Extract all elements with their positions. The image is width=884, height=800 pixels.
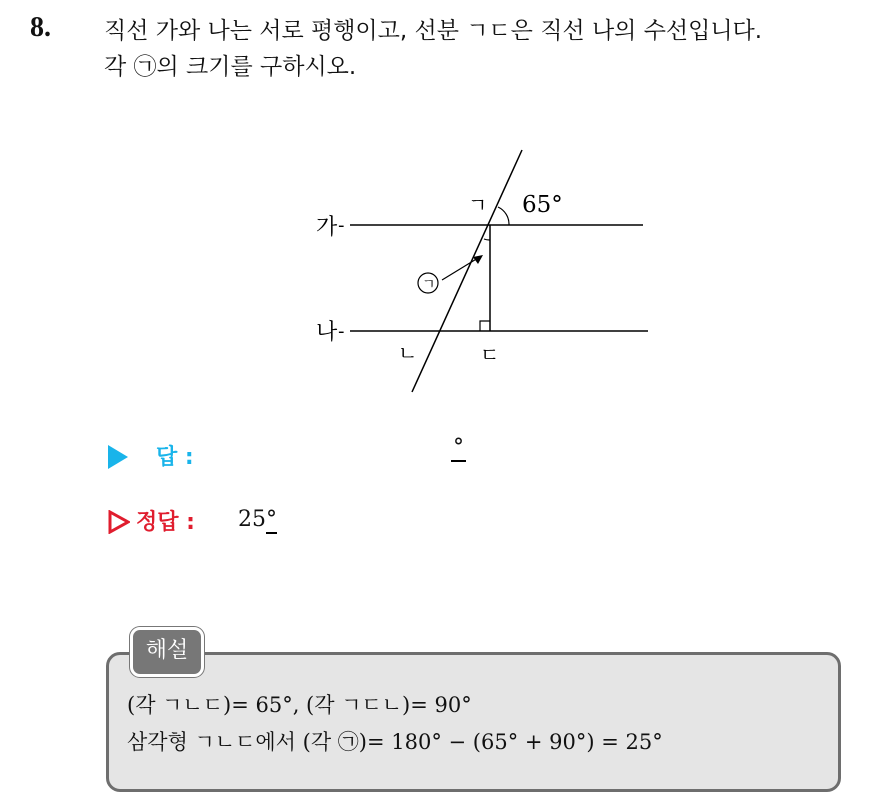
label-ga: 가	[316, 215, 338, 240]
answer-label: 답 :	[156, 445, 194, 470]
right-angle-mark	[480, 321, 490, 331]
explanation-text	[127, 687, 663, 761]
transversal-line	[412, 150, 522, 392]
correct-label: 정답 :	[136, 510, 195, 535]
angle-65-arc	[498, 207, 509, 225]
label-na-dash: -	[338, 321, 345, 342]
correct-value-number: 25	[238, 507, 266, 532]
question-line-1: 직선 가와 나는 서로 평행이고, 선분 ㄱㄷ은 직선 나의 수선입니다.	[104, 18, 763, 44]
explanation-tag: 해설	[130, 627, 204, 677]
label-point-n: ㄴ	[398, 341, 418, 365]
correct-value-unit: °	[266, 507, 277, 532]
explanation-line-2: 삼각형 ㄱㄴㄷ에서 (각 ㉠)= 180° − (65° + 90°) = 25°	[127, 730, 663, 754]
label-angle-mark: ㄱ	[422, 277, 436, 293]
geometry-figure	[300, 140, 670, 400]
answer-row	[108, 440, 194, 471]
explanation-line-1: (각 ㄱㄴㄷ)= 65°, (각 ㄱㄷㄴ)= 90°	[127, 693, 472, 717]
label-ga-dash: -	[338, 215, 345, 236]
angle-arrow	[442, 258, 478, 280]
label-na: 나	[316, 320, 338, 345]
label-point-g: ㄱ	[468, 193, 488, 217]
question-text	[104, 13, 874, 85]
answer-blank[interactable]: °	[453, 435, 464, 460]
question-number: 8.	[30, 12, 51, 43]
label-point-d: ㄷ	[480, 343, 500, 367]
angle-mark-arc	[484, 239, 490, 240]
label-angle-65: 65°	[522, 192, 563, 218]
play-triangle-icon	[108, 445, 128, 469]
correct-answer-row	[108, 505, 195, 536]
question-line-2: 각 ㉠의 크기를 구하시오.	[104, 54, 357, 80]
outline-triangle-icon	[108, 510, 130, 534]
correct-answer-value	[238, 507, 277, 532]
